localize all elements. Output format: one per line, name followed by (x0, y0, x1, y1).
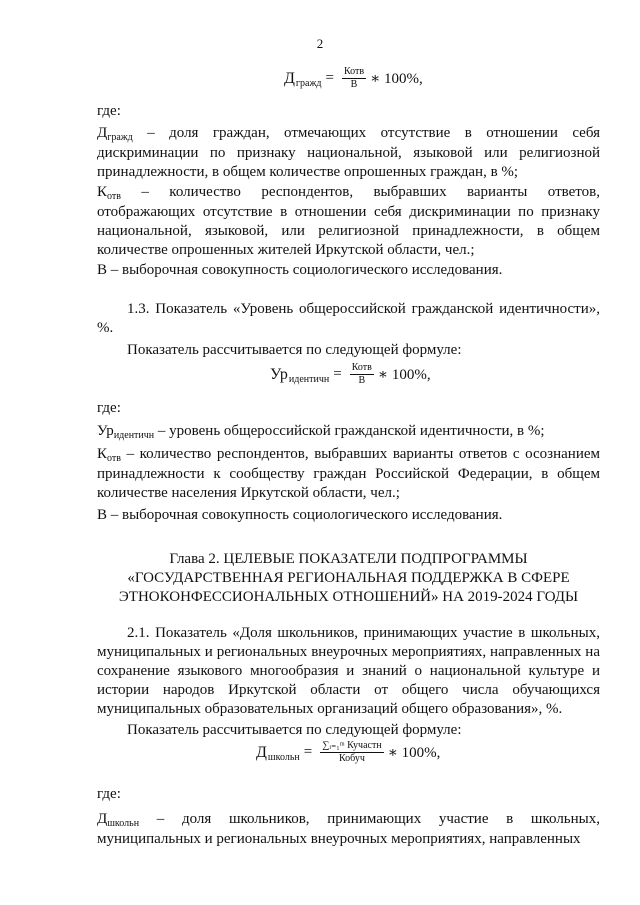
formula-denominator: В (350, 79, 358, 90)
where-label: где: (97, 400, 121, 416)
page-number: 2 (316, 36, 324, 51)
formula-symbol: Д (284, 69, 295, 87)
formula-numerator: ∑ᵢ₌₁ᵐ Кучастн (322, 740, 382, 751)
formula-numerator: Котв (343, 66, 365, 77)
formula-equals: = (303, 744, 313, 760)
formula-tail: ∗ 100%, (370, 71, 423, 87)
item-1-3: 1.3. Показатель «Уровень общероссийской гражданской идентичности», %. (97, 301, 600, 336)
chapter-2-heading: Глава 2. ЦЕЛЕВЫЕ ПОКАЗАТЕЛИ ПОДПРОГРАММЫ «ГОСУДАРСТВЕННАЯ РЕГИОНАЛЬНАЯ ПОДДЕРЖКА В СФЕРЕ ЭТНОКОНФЕССИОНАЛЬНЫХ ОТНОШЕНИЙ» НА 2019-2024 ГОДЫ (118, 551, 579, 605)
formula-symbol: Д (256, 743, 267, 761)
formula-denominator: В (358, 375, 366, 386)
definition-ur-identichn: $Ур_{идентичн}$ – уровень общероссийской гражданской идентичности, в %; (97, 423, 545, 441)
formula-identity-level (270, 362, 431, 387)
formula-students-share (256, 740, 440, 765)
definition-v-2: В – выборочная совокупность социологического исследования. (97, 507, 503, 523)
formula-equals: = (325, 70, 334, 86)
calc-intro-2: Показатель рассчитывается по следующей формуле: (127, 722, 462, 738)
formula-tail: ∗ 100%, (377, 367, 431, 383)
formula-denominator: Кобуч (338, 753, 365, 764)
definition-k-otv-2: $К_{отв}$ – количество респондентов, выбравших варианты ответов с осознанием принадлежности к сообществу граждан Российской Федерации, в общем количестве населения Иркутской области, чел.; (97, 446, 600, 501)
formula-fraction (342, 66, 366, 91)
where-label: где: (97, 103, 121, 119)
formula-fraction (350, 362, 374, 387)
definition-v: В – выборочная совокупность социологического исследования. (97, 262, 503, 278)
definition-d-grazhd: $Д_{гражд}$ – доля граждан, отмечающих отсутствие в отношении себя дискриминации по признаку национальной, языковой или религиозной принадлежности, в общем количестве опрошенных граждан, в %; (97, 125, 600, 180)
formula-subscript: школьн (267, 751, 300, 763)
item-2-1: 2.1. Показатель «Доля школьников, принимающих участие в школьных, муниципальных и региональных внеурочных мероприятиях, направленных на сохранение языкового многообразия и знаний о национальной культуре и истории народов Иркутской области от общего числа обучающихся муниципальных образовательных организаций общего образования», %. (97, 625, 600, 717)
formula-tail: ∗ 100%, (387, 745, 441, 761)
formula-citizens-share (284, 66, 423, 91)
definition-d-shkoln: $Д_{школьн}$ – доля школьников, принимающих участие в школьных, муниципальных и региональных внеурочных мероприятиях, направленных (97, 811, 600, 847)
formula-numerator: Котв (351, 362, 372, 373)
calc-intro: Показатель рассчитывается по следующей формуле: (127, 342, 462, 358)
formula-equals: = (333, 366, 342, 382)
definition-k-otv: $К_{отв}$ – количество респондентов, выбравших варианты ответов, отображающих отсутствие в отношении себя дискриминации по признаку национальной, языковой, или религиозной принадлежности, в общем количестве опрошенных жителей Иркутской области, чел.; (97, 184, 600, 258)
formula-subscript: гражд (295, 77, 322, 89)
formula-symbol: Ур (270, 365, 288, 383)
where-label: где: (97, 786, 121, 802)
formula-subscript: идентичн (288, 373, 330, 385)
formula-fraction (320, 740, 383, 765)
